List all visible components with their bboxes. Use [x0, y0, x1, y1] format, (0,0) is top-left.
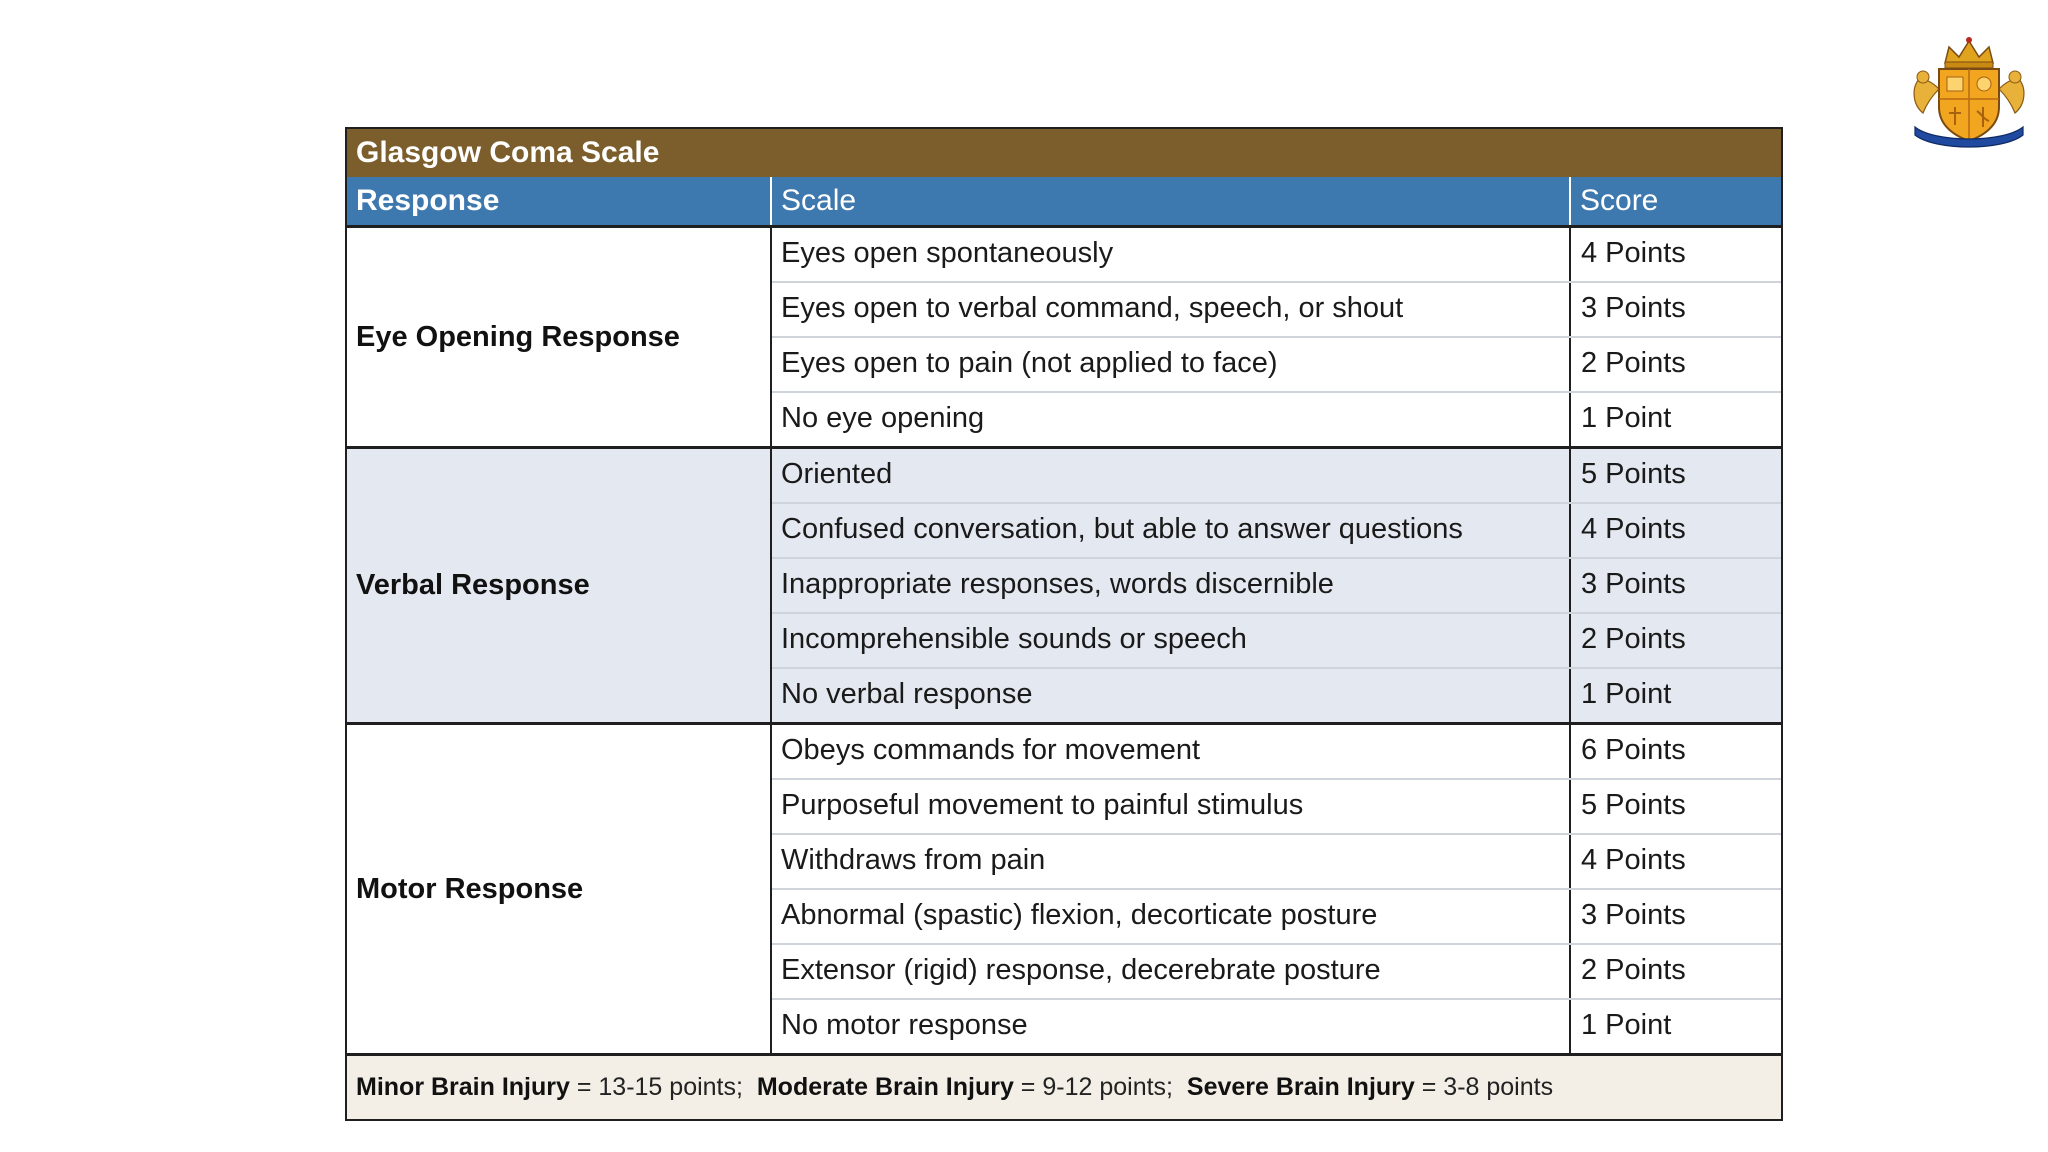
scale-cell: Eyes open to pain (not applied to face)	[772, 338, 1571, 391]
group-label-eye-opening: Eye Opening Response	[347, 228, 772, 446]
table-row	[772, 502, 1781, 557]
table-row	[772, 449, 1781, 502]
scale-cell: Inappropriate responses, words discernible	[772, 559, 1571, 612]
scale-cell: Obeys commands for movement	[772, 725, 1571, 778]
minor-injury-range: = 13-15 points;	[569, 1073, 743, 1101]
scale-cell: No verbal response	[772, 669, 1571, 722]
scale-cell: Eyes open to verbal command, speech, or shout	[772, 283, 1571, 336]
scale-cell: Abnormal (spastic) flexion, decorticate posture	[772, 890, 1571, 943]
scale-cell: Incomprehensible sounds or speech	[772, 614, 1571, 667]
table-row	[772, 667, 1781, 722]
score-cell: 3 Points	[1581, 568, 1686, 600]
score-cell: 4 Points	[1581, 844, 1686, 876]
moderate-injury-label: Moderate Brain Injury	[756, 1073, 1014, 1101]
score-cell: 1 Point	[1581, 678, 1672, 710]
verbal-group	[347, 446, 1781, 722]
score-cell: 1 Point	[1581, 402, 1672, 434]
score-cell: 5 Points	[1581, 458, 1686, 490]
table-row	[772, 612, 1781, 667]
scale-cell: Confused conversation, but able to answer questions	[772, 504, 1571, 557]
table-header-row	[347, 177, 1781, 225]
severity-legend	[347, 1053, 1781, 1119]
score-cell: 2 Points	[1581, 347, 1686, 379]
minor-injury-label: Minor Brain Injury	[356, 1073, 570, 1101]
severe-injury-range: = 3-8 points	[1414, 1073, 1554, 1101]
table-row	[772, 281, 1781, 336]
table-row	[772, 998, 1781, 1053]
table-row	[772, 557, 1781, 612]
table-row	[772, 228, 1781, 281]
score-cell: 5 Points	[1581, 789, 1686, 821]
header-score: Score	[1580, 184, 1659, 217]
crest-logo-icon	[1905, 33, 2033, 153]
motor-group	[347, 722, 1781, 1053]
table-row	[772, 336, 1781, 391]
score-cell: 2 Points	[1581, 954, 1686, 986]
score-cell: 2 Points	[1581, 623, 1686, 655]
scale-cell: Extensor (rigid) response, decerebrate posture	[772, 945, 1571, 998]
table-row	[772, 888, 1781, 943]
group-label-verbal: Verbal Response	[347, 449, 772, 722]
table-row	[772, 778, 1781, 833]
scale-cell: No eye opening	[772, 393, 1571, 446]
group-label-motor: Motor Response	[347, 725, 772, 1053]
glasgow-coma-scale-table	[345, 127, 1783, 1121]
scale-cell: Eyes open spontaneously	[772, 228, 1571, 281]
table-row	[772, 943, 1781, 998]
verbal-rows	[772, 449, 1781, 722]
table-row	[772, 391, 1781, 446]
table-row	[772, 833, 1781, 888]
table-title: Glasgow Coma Scale	[347, 129, 1781, 177]
scale-cell: Oriented	[772, 449, 1571, 502]
score-cell: 4 Points	[1581, 237, 1686, 269]
header-scale: Scale	[772, 177, 1571, 225]
header-response: Response	[347, 177, 772, 225]
score-cell: 6 Points	[1581, 734, 1686, 766]
score-cell: 3 Points	[1581, 292, 1686, 324]
table-row	[772, 725, 1781, 778]
motor-rows	[772, 725, 1781, 1053]
eye-opening-rows	[772, 228, 1781, 446]
moderate-injury-range: = 9-12 points;	[1013, 1073, 1173, 1101]
score-cell: 1 Point	[1581, 1009, 1672, 1041]
eye-opening-group	[347, 225, 1781, 446]
scale-cell: Withdraws from pain	[772, 835, 1571, 888]
scale-cell: Purposeful movement to painful stimulus	[772, 780, 1571, 833]
severe-injury-label: Severe Brain Injury	[1186, 1073, 1415, 1101]
score-cell: 4 Points	[1581, 513, 1686, 545]
score-cell: 3 Points	[1581, 899, 1686, 931]
scale-cell: No motor response	[772, 1000, 1571, 1053]
